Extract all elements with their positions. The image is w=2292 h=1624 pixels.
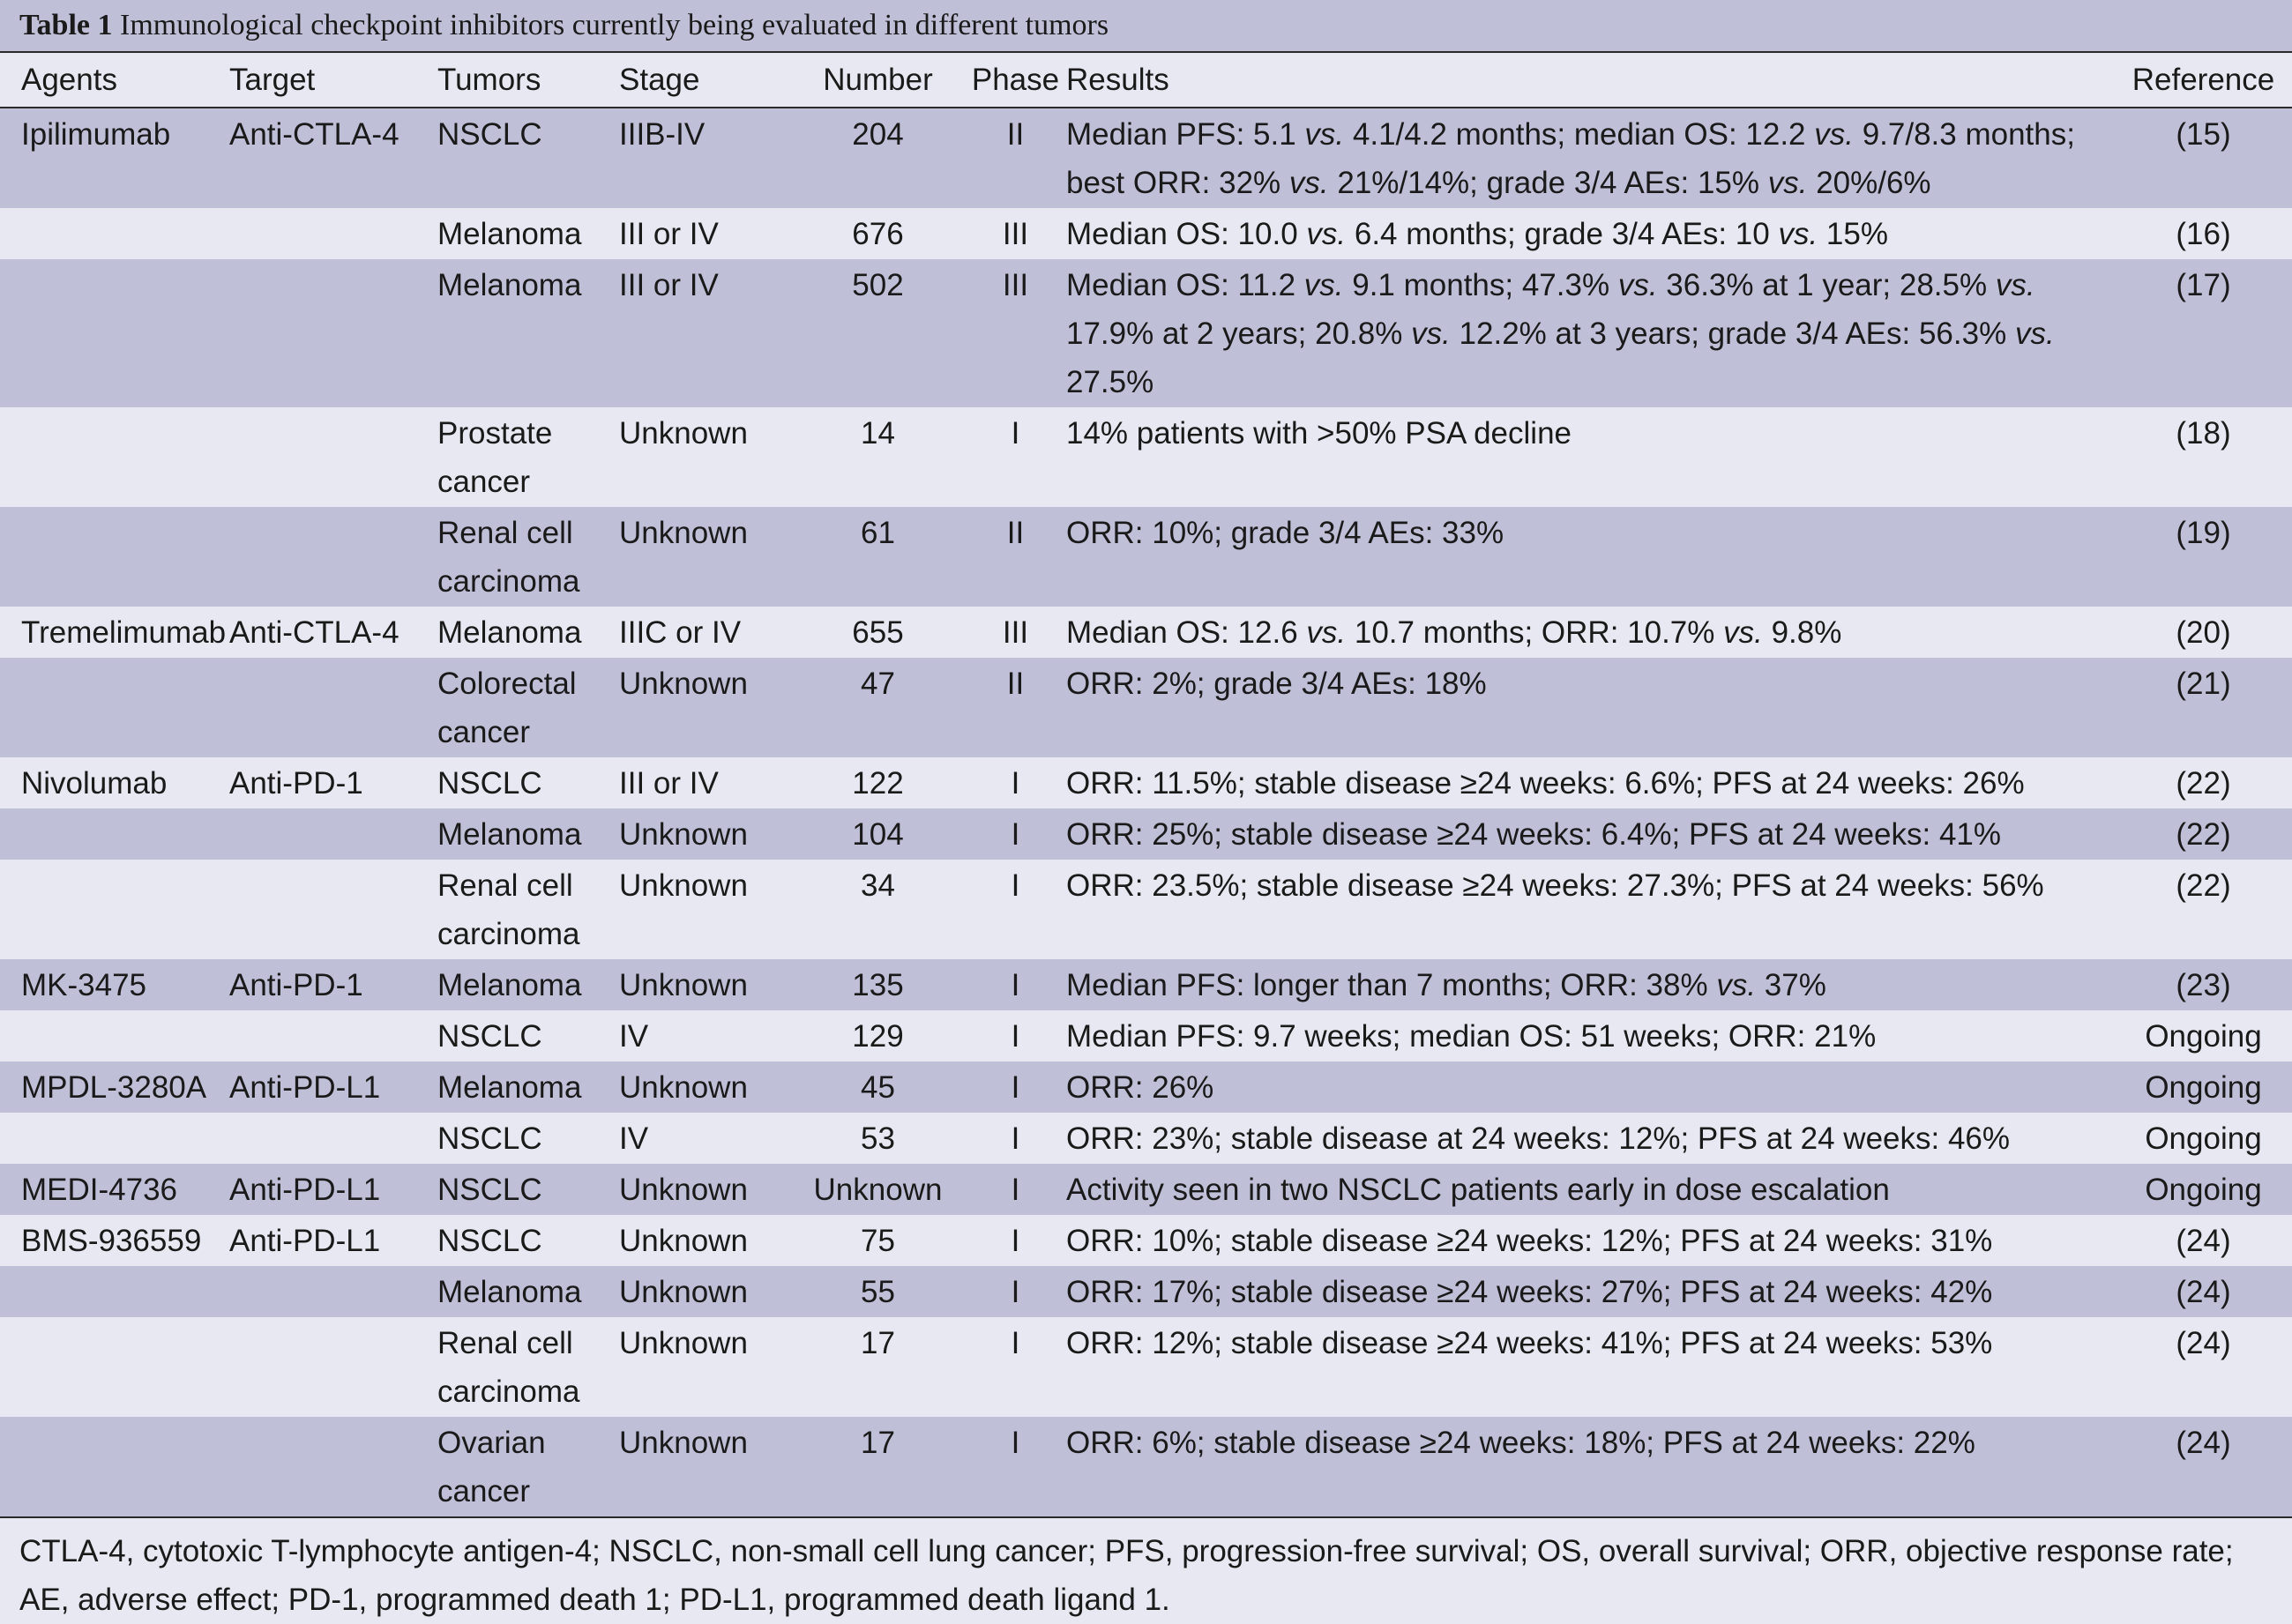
cell-tumor: NSCLC — [437, 1224, 542, 1258]
cell-results: ORR: 23%; stable disease at 24 weeks: 12%; PFS at 24 weeks: 46% — [1066, 1121, 2010, 1156]
cell-target: Anti-CTLA-4 — [229, 615, 399, 650]
cell-tumor: NSCLC — [437, 117, 542, 152]
cell-tumor: NSCLC — [437, 766, 542, 801]
table-row — [0, 808, 2292, 860]
header-number: Number — [791, 52, 965, 108]
cell-stage: Unknown — [619, 516, 748, 550]
cell-tumor: Melanoma — [437, 817, 582, 852]
table-row — [0, 208, 2292, 259]
table-row — [0, 1215, 2292, 1266]
cell-phase: I — [1011, 1326, 1020, 1360]
cell-stage: III or IV — [619, 217, 719, 251]
cell-target — [229, 1266, 437, 1317]
cell-agent — [0, 507, 229, 607]
cell-tumor: Melanoma — [437, 615, 582, 650]
cell-results: 14% patients with >50% PSA decline — [1066, 416, 1572, 451]
cell-agent: MPDL-3280A — [21, 1070, 207, 1105]
cell-phase: I — [1011, 1426, 1020, 1460]
cell-reference: (16) — [2176, 217, 2231, 251]
cell-agent — [0, 1317, 229, 1417]
header-target: Target — [229, 52, 437, 108]
caption-text: Immunological checkpoint inhibitors currently being evaluated in different tumors — [120, 9, 1109, 41]
cell-stage: Unknown — [619, 1275, 748, 1309]
cell-stage: Unknown — [619, 1070, 748, 1105]
cell-agent — [0, 1266, 229, 1317]
header-tumors: Tumors — [437, 52, 619, 108]
cell-target: Anti-CTLA-4 — [229, 117, 399, 152]
cell-agent — [0, 1417, 229, 1516]
table-footnote: CTLA-4, cytotoxic T-lymphocyte antigen-4; NSCLC, non-small cell lung cancer; PFS, progression-free survival; OS, overall survival; ORR, objective response rate; AE, adverse effect; PD-1, programmed death 1; PD-L1, programmed death ligand 1. — [0, 1516, 2292, 1624]
cell-stage: Unknown — [619, 1426, 748, 1460]
cell-agent — [0, 1113, 229, 1164]
cell-results: Activity seen in two NSCLC patients early in dose escalation — [1066, 1173, 1890, 1207]
cell-target — [229, 507, 437, 607]
cell-tumor: Colorectal cancer — [437, 667, 577, 749]
table-body — [0, 108, 2292, 1516]
table-row — [0, 860, 2292, 959]
cell-number: 14 — [861, 416, 895, 451]
cell-number: 53 — [861, 1121, 895, 1156]
cell-target — [229, 1417, 437, 1516]
table-row — [0, 1113, 2292, 1164]
cell-target: Anti-PD-L1 — [229, 1173, 381, 1207]
cell-tumor: NSCLC — [437, 1121, 542, 1156]
cell-results: ORR: 25%; stable disease ≥24 weeks: 6.4%; PFS at 24 weeks: 41% — [1066, 817, 2002, 852]
cell-reference: (24) — [2176, 1224, 2231, 1258]
header-phase: Phase — [965, 52, 1066, 108]
cell-tumor: Prostate cancer — [437, 416, 553, 499]
cell-number: 45 — [861, 1070, 895, 1105]
cell-stage: Unknown — [619, 667, 748, 701]
cell-stage: III or IV — [619, 268, 719, 302]
header-agents: Agents — [0, 52, 229, 108]
cell-phase: II — [1006, 117, 1025, 152]
cell-reference: (22) — [2176, 766, 2231, 801]
cell-reference: Ongoing — [2145, 1019, 2262, 1054]
cell-stage: Unknown — [619, 968, 748, 1002]
cell-phase: II — [1006, 667, 1025, 701]
table-row — [0, 259, 2292, 407]
cell-phase: I — [1011, 416, 1020, 451]
cell-number: 676 — [852, 217, 904, 251]
cell-tumor: Renal cell carcinoma — [437, 868, 580, 951]
cell-results: ORR: 6%; stable disease ≥24 weeks: 18%; PFS at 24 weeks: 22% — [1066, 1426, 1975, 1460]
cell-target: Anti-PD-L1 — [229, 1224, 381, 1258]
table-row — [0, 1317, 2292, 1417]
cell-target — [229, 407, 437, 507]
cell-stage: Unknown — [619, 817, 748, 852]
cell-results: Median OS: 12.6 vs. 10.7 months; ORR: 10.7% vs. 9.8% — [1066, 615, 1842, 650]
table-row — [0, 1164, 2292, 1215]
cell-reference: (21) — [2176, 667, 2231, 701]
header-row — [0, 52, 2292, 108]
cell-agent — [0, 407, 229, 507]
cell-agent: Nivolumab — [21, 766, 168, 801]
cell-reference: Ongoing — [2145, 1121, 2262, 1156]
cell-target: Anti-PD-L1 — [229, 1070, 381, 1105]
cell-number: 129 — [852, 1019, 904, 1054]
cell-reference: (24) — [2176, 1426, 2231, 1460]
cell-reference: (23) — [2176, 968, 2231, 1002]
cell-results: ORR: 23.5%; stable disease ≥24 weeks: 27.3%; PFS at 24 weeks: 56% — [1066, 868, 2044, 903]
cell-number: 204 — [852, 117, 904, 152]
cell-phase: I — [1011, 1070, 1020, 1105]
cell-number: 75 — [861, 1224, 895, 1258]
cell-reference: (19) — [2176, 516, 2231, 550]
cell-phase: I — [1011, 1224, 1020, 1258]
cell-target — [229, 208, 437, 259]
cell-stage: Unknown — [619, 1173, 748, 1207]
cell-number: 47 — [861, 667, 895, 701]
cell-target — [229, 808, 437, 860]
cell-reference: (24) — [2176, 1275, 2231, 1309]
cell-reference: Ongoing — [2145, 1173, 2262, 1207]
cell-tumor: Melanoma — [437, 1070, 582, 1105]
cell-tumor: Melanoma — [437, 968, 582, 1002]
table-row — [0, 959, 2292, 1010]
cell-results: Median PFS: 5.1 vs. 4.1/4.2 months; median OS: 12.2 vs. 9.7/8.3 months; best ORR: 32% vs. 21%/14%; grade 3/4 AEs: 15% vs. 20%/6% — [1066, 117, 2075, 200]
cell-results: Median OS: 11.2 vs. 9.1 months; 47.3% vs. 36.3% at 1 year; 28.5% vs. 17.9% at 2 years; 20.8% vs. 12.2% at 3 years; grade 3/4 AEs: 56.3% vs. 27.5% — [1066, 268, 2055, 399]
cell-stage: Unknown — [619, 1326, 748, 1360]
cell-number: 502 — [852, 268, 904, 302]
cell-target: Anti-PD-1 — [229, 968, 363, 1002]
cell-stage: Unknown — [619, 868, 748, 903]
header-stage: Stage — [619, 52, 791, 108]
cell-agent: MK-3475 — [21, 968, 147, 1002]
cell-stage: IV — [619, 1019, 649, 1054]
cell-results: ORR: 11.5%; stable disease ≥24 weeks: 6.6%; PFS at 24 weeks: 26% — [1066, 766, 2025, 801]
cell-number: 55 — [861, 1275, 895, 1309]
table-row — [0, 658, 2292, 757]
cell-results: Median PFS: longer than 7 months; ORR: 38% vs. 37% — [1066, 968, 1826, 1002]
table-row — [0, 607, 2292, 658]
cell-stage: IV — [619, 1121, 649, 1156]
cell-phase: I — [1011, 817, 1020, 852]
cell-stage: III or IV — [619, 766, 719, 801]
cell-phase: I — [1011, 1121, 1020, 1156]
table-row — [0, 108, 2292, 208]
cell-target — [229, 259, 437, 407]
cell-results: ORR: 12%; stable disease ≥24 weeks: 41%; PFS at 24 weeks: 53% — [1066, 1326, 1993, 1360]
cell-number: 17 — [861, 1326, 895, 1360]
cell-phase: I — [1011, 968, 1020, 1002]
cell-tumor: Renal cell carcinoma — [437, 516, 580, 599]
cell-stage: Unknown — [619, 416, 748, 451]
cell-reference: (18) — [2176, 416, 2231, 451]
table-row — [0, 1417, 2292, 1516]
cell-tumor: NSCLC — [437, 1173, 542, 1207]
cell-stage: IIIC or IV — [619, 615, 742, 650]
cell-stage: Unknown — [619, 1224, 748, 1258]
cell-tumor: NSCLC — [437, 1019, 542, 1054]
cell-phase: I — [1011, 868, 1020, 903]
cell-phase: II — [1006, 516, 1025, 550]
table-row — [0, 407, 2292, 507]
cell-tumor: Ovarian cancer — [437, 1426, 546, 1509]
cell-target — [229, 1317, 437, 1417]
table-row — [0, 1266, 2292, 1317]
cell-reference: (20) — [2176, 615, 2231, 650]
table-row — [0, 1062, 2292, 1113]
header-reference: Reference — [2115, 52, 2292, 108]
cell-results: ORR: 10%; stable disease ≥24 weeks: 12%; PFS at 24 weeks: 31% — [1066, 1224, 1993, 1258]
cell-results: ORR: 26% — [1066, 1070, 1214, 1105]
table-caption — [0, 0, 2292, 51]
cell-results: Median OS: 10.0 vs. 6.4 months; grade 3/4 AEs: 10 vs. 15% — [1066, 217, 1888, 251]
cell-results: Median PFS: 9.7 weeks; median OS: 51 weeks; ORR: 21% — [1066, 1019, 1877, 1054]
cell-tumor: Melanoma — [437, 217, 582, 251]
cell-agent — [0, 860, 229, 959]
cell-tumor: Melanoma — [437, 1275, 582, 1309]
cell-agent — [0, 808, 229, 860]
results-table — [0, 51, 2292, 1516]
cell-number: 122 — [852, 766, 904, 801]
table-row — [0, 757, 2292, 808]
cell-results: ORR: 17%; stable disease ≥24 weeks: 27%; PFS at 24 weeks: 42% — [1066, 1275, 1993, 1309]
cell-phase: I — [1011, 1019, 1020, 1054]
cell-agent: BMS-936559 — [21, 1224, 202, 1258]
cell-results: ORR: 10%; grade 3/4 AEs: 33% — [1066, 516, 1504, 550]
cell-stage: IIIB-IV — [619, 117, 706, 152]
cell-target — [229, 860, 437, 959]
table-row — [0, 1010, 2292, 1062]
cell-tumor: Renal cell carcinoma — [437, 1326, 580, 1409]
cell-agent — [0, 1010, 229, 1062]
cell-number: 135 — [852, 968, 904, 1002]
cell-reference: Ongoing — [2145, 1070, 2262, 1105]
cell-phase: III — [1002, 268, 1029, 302]
cell-number: 17 — [861, 1426, 895, 1460]
cell-phase: I — [1011, 766, 1020, 801]
cell-reference: (22) — [2176, 817, 2231, 852]
cell-target — [229, 1010, 437, 1062]
cell-number: 655 — [852, 615, 904, 650]
cell-tumor: Melanoma — [437, 268, 582, 302]
header-results: Results — [1066, 52, 2115, 108]
cell-agent — [0, 658, 229, 757]
cell-agent: Tremelimumab — [21, 615, 227, 650]
cell-number: Unknown — [813, 1173, 943, 1207]
cell-results: ORR: 2%; grade 3/4 AEs: 18% — [1066, 667, 1487, 701]
cell-phase: I — [1011, 1275, 1020, 1309]
cell-agent: MEDI-4736 — [21, 1173, 178, 1207]
cell-target — [229, 658, 437, 757]
cell-reference: (17) — [2176, 268, 2231, 302]
cell-phase: III — [1002, 217, 1029, 251]
cell-number: 61 — [861, 516, 895, 550]
cell-number: 34 — [861, 868, 895, 903]
cell-reference: (24) — [2176, 1326, 2231, 1360]
cell-target: Anti-PD-1 — [229, 766, 363, 801]
cell-agent: Ipilimumab — [21, 117, 171, 152]
cell-reference: (15) — [2176, 117, 2231, 152]
caption-label: Table 1 — [19, 9, 113, 41]
cell-agent — [0, 259, 229, 407]
cell-agent — [0, 208, 229, 259]
table-row — [0, 507, 2292, 607]
cell-reference: (22) — [2176, 868, 2231, 903]
cell-number: 104 — [852, 817, 904, 852]
cell-phase: III — [1002, 615, 1029, 650]
cell-target — [229, 1113, 437, 1164]
cell-phase: I — [1011, 1173, 1020, 1207]
